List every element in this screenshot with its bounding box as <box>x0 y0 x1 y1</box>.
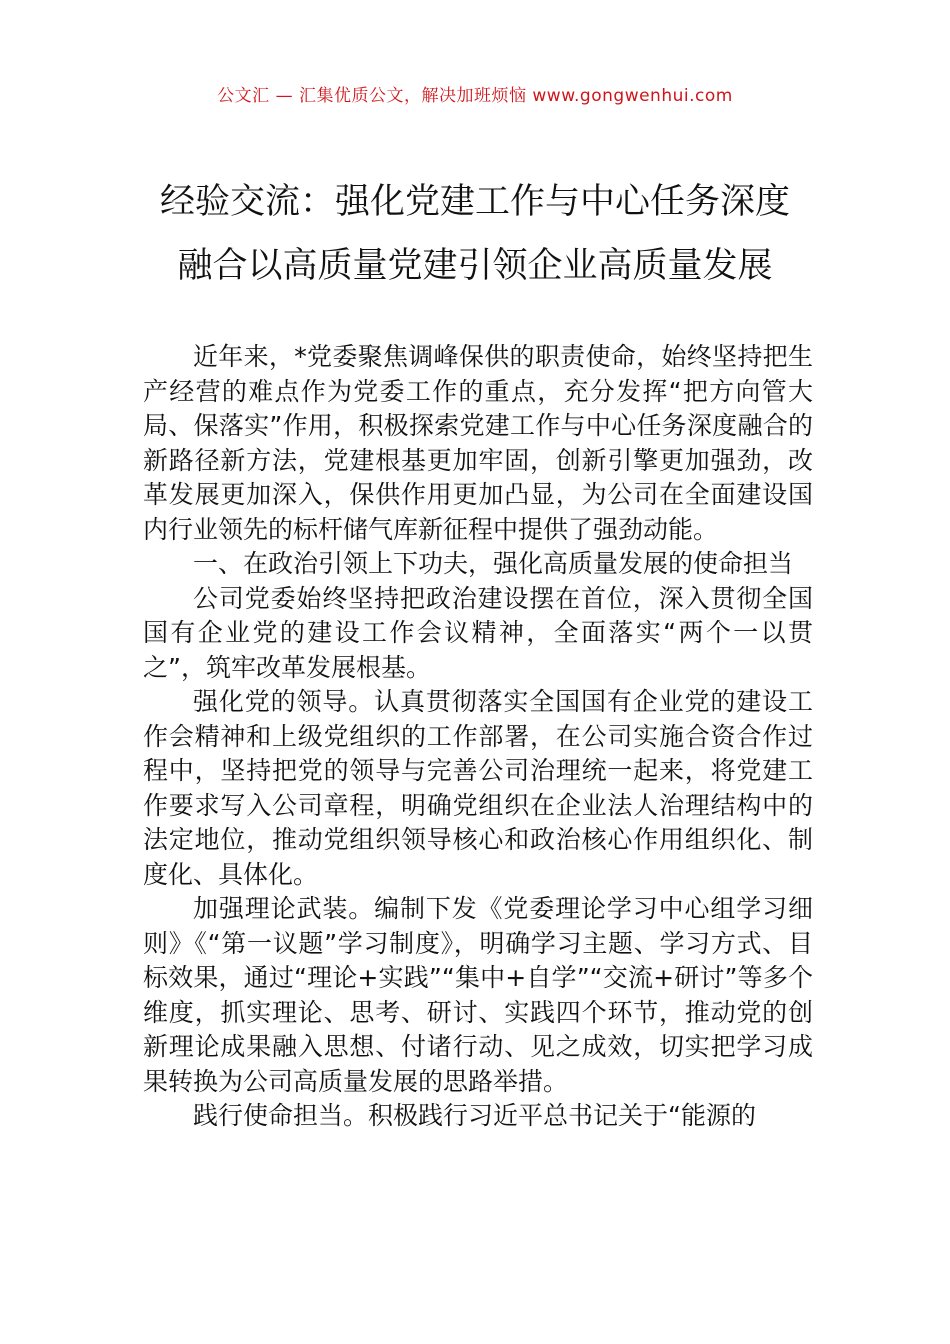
document-title <box>120 170 830 298</box>
title-line-1: 经验交流：强化党建工作与中心任务深度 <box>159 182 790 222</box>
title-line-2: 融合以高质量党建引领企业高质量发展 <box>177 246 773 286</box>
section-heading-1: 一、在政治引领上下功夫，强化高质量发展的使命担当 <box>193 549 794 578</box>
paragraph: 公司党委始终坚持把政治建设摆在首位，深入贯彻全国国有企业党的建设工作会议精神，全面落实“两个一以贯之”，筑牢改革发展根基。 <box>143 583 813 682</box>
document-body <box>143 340 813 1134</box>
paragraph-intro: 近年来，*党委聚焦调峰保供的职责使命，始终坚持把生产经营的难点作为党委工作的重点，充分发挥“把方向管大局、保落实”作用，积极探索党建工作与中心任务深度融合的新路径新方法，党建根基更加牢固，创新引擎更加强劲，改革发展更加深入，保供作用更加凸显，为公司在全面建设国内行业领先的标杆储气库新征程中提供了强劲动能。 <box>143 342 813 544</box>
header-banner-link[interactable]: 公文汇 — 汇集优质公文，解决加班烦恼 www.gongwenhui.com <box>217 86 733 106</box>
paragraph: 践行使命担当。积极践行习近平总书记关于“能源的 <box>193 1101 756 1130</box>
paragraph: 强化党的领导。认真贯彻落实全国国有企业党的建设工作会精神和上级党组织的工作部署，在公司实施合资合作过程中，坚持把党的领导与完善公司治理统一起来，将党建工作要求写入公司章程，明确党组织在企业法人治理结构中的法定地位，推动党组织领导核心和政治核心作用组织化、制度化、具体化。 <box>143 687 813 889</box>
paragraph: 加强理论武装。编制下发《党委理论学习中心组学习细则》《“第一议题”学习制度》，明确学习主题、学习方式、目标效果，通过“理论+实践”“集中+自学”“交流+研讨”等多个维度，抓实理论、思考、研讨、实践四个环节，推动党的创新理论成果融入思想、付诸行动、见之成效，切实把学习成果转换为公司高质量发展的思路举措。 <box>143 894 813 1096</box>
